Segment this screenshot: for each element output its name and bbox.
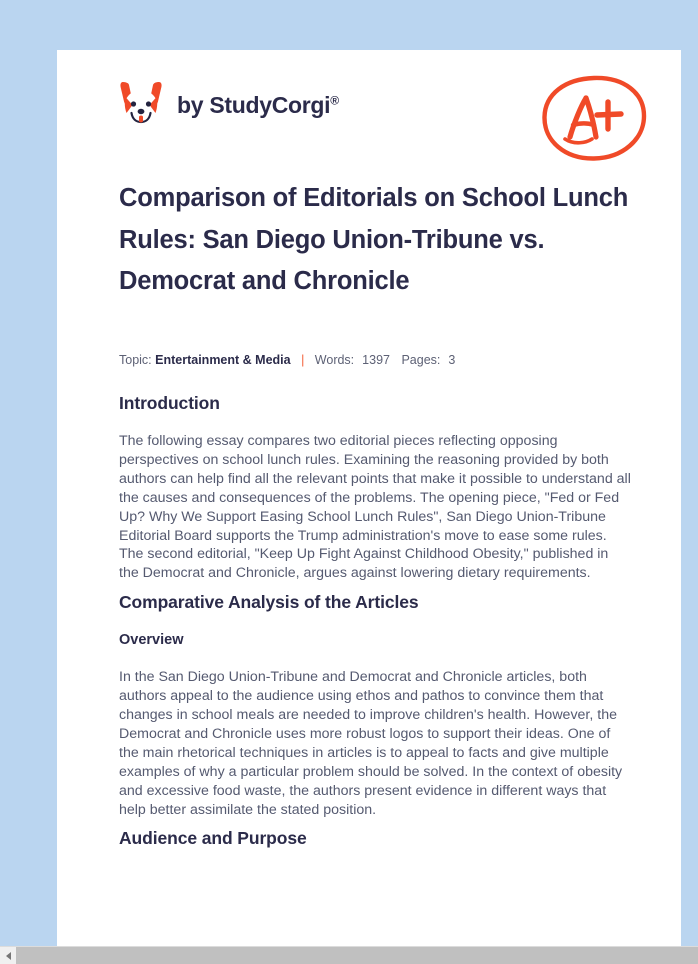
document-meta <box>119 353 463 367</box>
brand-wordmark <box>177 92 339 119</box>
words-label: Words: <box>314 353 355 367</box>
brand-prefix-text: by StudyCorgi <box>177 91 331 118</box>
words-value: 1397 <box>362 353 390 367</box>
scroll-left-button[interactable] <box>0 947 16 964</box>
scrollbar-thumb[interactable] <box>17 947 698 964</box>
paragraph-introduction: The following essay compares two editorial pieces reflecting opposing perspectives on school lunch rules. Examining the reasoning provided by both authors can help find all the relevant points that make it possible to understand all the causes and consequences of the problems. The opening piece, "Fed or Fed Up? Why We Support Easing School Lunch Rules", San Diego Union-Tribune Editorial Board supports the Trump administration's move to ease some rules. The second editorial, "Keep Up Fight Against Childhood Obesity," published in the Democrat and Chronicle, argues against lowering dietary requirements. <box>119 433 631 582</box>
meta-separator: | <box>301 353 305 367</box>
heading-introduction: Introduction <box>119 393 220 413</box>
document-page <box>57 50 681 946</box>
heading-comparative-analysis: Comparative Analysis of the Articles <box>119 592 419 613</box>
spacer <box>119 416 631 432</box>
horizontal-scrollbar[interactable] <box>0 946 698 964</box>
registered-trademark-icon: ® <box>330 92 339 107</box>
paragraph-overview: In the San Diego Union-Tribune and Democrat and Chronicle articles, both authors appeal to the audience using ethos and pathos to convince them that changes in school meals are needed to improve children's health. However, the Democrat and Chronicle uses more robust logos to support their ideas. One of the main rhetorical techniques in articles is to appeal to facts and give multiple examples of why a particular problem should be solved. In the context of obesity and excessive food waste, the authors present evidence in different ways that help better assimilate the stated position. <box>119 669 623 818</box>
topic-label: Topic: <box>119 353 152 367</box>
topic-link[interactable]: Entertainment & Media <box>155 353 291 367</box>
spacer <box>119 615 631 629</box>
pages-label: Pages: <box>401 353 441 367</box>
corgi-logo-icon <box>119 80 163 130</box>
document-header <box>57 68 681 168</box>
document-body <box>119 390 631 851</box>
heading-overview: Overview <box>119 632 184 649</box>
heading-audience-and-purpose: Audience and Purpose <box>119 827 307 848</box>
page-title: Comparison of Editorials on School Lunch Rules: San Diego Union-Tribune vs. Democrat and Chronicle <box>119 184 629 295</box>
brand-lockup[interactable] <box>119 80 339 130</box>
pages-value: 3 <box>448 353 456 367</box>
chevron-left-icon <box>6 952 11 960</box>
spacer <box>119 651 631 668</box>
